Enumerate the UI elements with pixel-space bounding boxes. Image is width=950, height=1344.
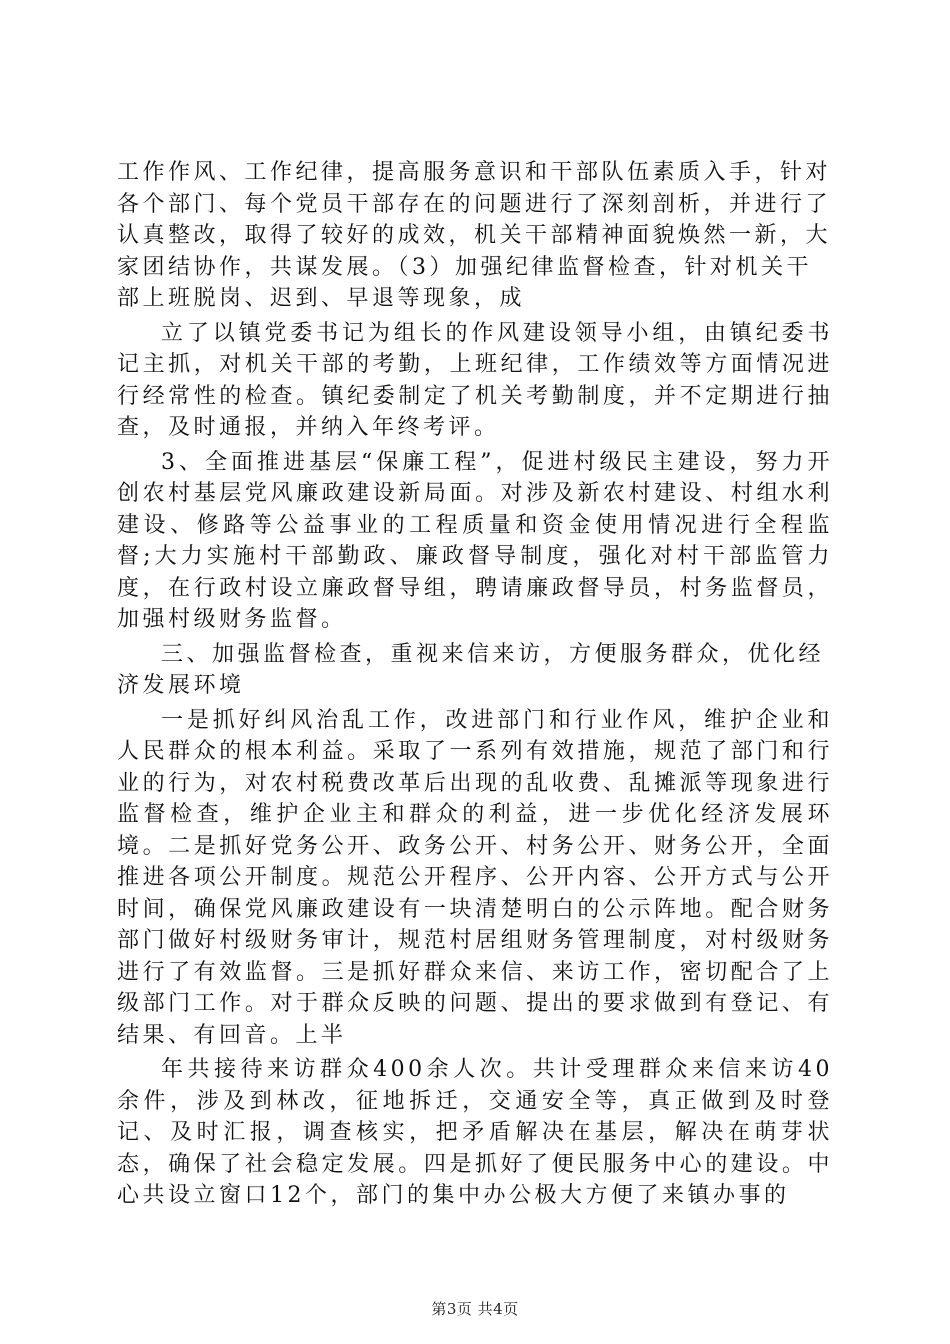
paragraph-1: 工作作风、工作纪律，提高服务意识和干部队伍素质入手，针对各个部门、每个党员干部存在的问题进行了深刻剖析，并进行了认真整改，取得了较好的成效，机关干部精神面貌焕然一新，大家团结协作，共谋发展。（3）加强纪律监督检查，针对机关干部上班脱岗、迟到、早退等现象，成 <box>117 160 832 311</box>
document-body <box>117 157 833 1212</box>
paragraph-6: 年共接待来访群众400余人次。共计受理群众来信来访40余件，涉及到林改，征地拆迁，交通安全等，真正做到及时登记、及时汇报，调查核实，把矛盾解决在基层，解决在萌芽状态，确保了社会稳定发展。四是抓好了便民服务中心的建设。中心共设立窗口12个，部门的集中办公极大方便了来镇办事的 <box>117 1057 833 1208</box>
section-heading-3: 三、加强监督检查，重视来信来访，方便服务群众，优化经济发展环境 <box>117 641 825 698</box>
paragraph-5: 一是抓好纠风治乱工作，改进部门和行业作风，维护企业和人民群众的根本利益。采取了一系列有效措施，规范了部门和行业的行为，对农村税费改革后出现的乱收费、乱摊派等现象进行监督检查，维护企业主和群众的利益，进一步优化经济发展环境。二是抓好党务公开、政务公开、村务公开、财务公开，全面推进各项公开制度。规范公开程序、公开内容、公开方式与公开时间，确保党风廉政建设有一块清楚明白的公示阵地。配合财务部门做好村级财务审计，规范村居组财务管理制度，对村级财务进行了有效监督。三是抓好群众来信、来访工作，密切配合了上级部门工作。对于群众反映的问题、提出的要求做到有登记、有结果、有回音。上半 <box>117 707 833 1048</box>
page-number-footer: 第3页 共4页 <box>431 1300 519 1318</box>
paragraph-3: 3、全面推进基层“保廉工程”，促进村级民主建设，努力开创农村基层党风廉政建设新局面。对涉及新农村建设、村组水利建设、修路等公益事业的工程质量和资金使用情况进行全程监督;大力实施村干部勤政、廉政督导制度，强化对村干部监管力度，在行政村设立廉政督导组，聘请廉政督导员，村务监督员，加强村级财务监督。 <box>117 449 833 632</box>
paragraph-2: 立了以镇党委书记为组长的作风建设领导小组，由镇纪委书记主抓，对机关干部的考勤，上班纪律，工作绩效等方面情况进行经常性的检查。镇纪委制定了机关考勤制度，并不定期进行抽查，及时通报，并纳入年终考评。 <box>117 320 833 440</box>
